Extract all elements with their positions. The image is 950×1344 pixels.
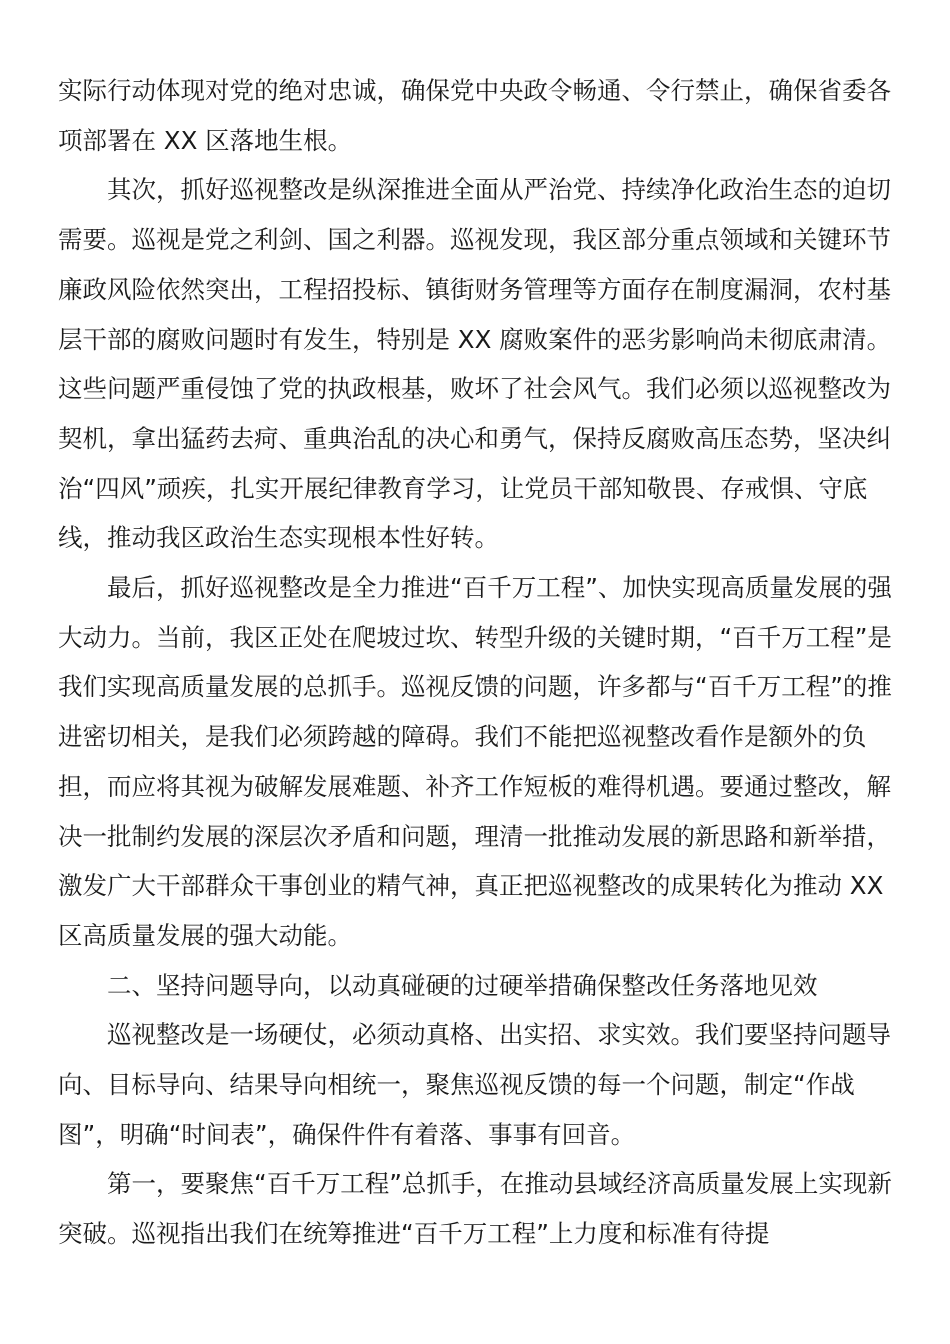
paragraph-continuation: 实际行动体现对党的绝对忠诚，确保党中央政令畅通、令行禁止，确保省委各项部署在 XX 区落地生根。 [58, 76, 891, 155]
paragraph-first-measure: 第一，要聚焦“百千万工程”总抓手，在推动县域经济高质量发展上实现新突破。巡视指出我们在统筹推进“百千万工程”上力度和标准有待提 [58, 1169, 892, 1249]
paragraph-final-reason: 最后，抓好巡视整改是全力推进“百千万工程”、加快实现高质量发展的强大动力。当前，我区正处在爬坡过坎、转型升级的关键时期，“百千万工程”是我们实现高质量发展的总抓手。巡视反馈的问题，许多都与“百千万工程”的推进密切相关，是我们必须跨越的障碍。我们不能把巡视整改看作是额外的负担，而应将其视为破解发展难题、补齐工作短板的难得机遇。要通过整改，解决一批制约发展的深层次矛盾和问题，理清一批推动发展的新思路和新举措，激发广大干部群众干事创业的精气神，真正把巡视整改的成果转化为推动 XX 区高质量发展的强大动能。 [58, 573, 892, 950]
paragraph-second-reason: 其次，抓好巡视整改是纵深推进全面从严治党、持续净化政治生态的迫切需要。巡视是党之利剑、国之利器。巡视发现，我区部分重点领域和关键环节廉政风险依然突出，工程招投标、镇街财务管理等方面存在制度漏洞，农村基层干部的腐败问题时有发生，特别是 XX 腐败案件的恶劣影响尚未彻底肃清。这些问题严重侵蚀了党的执政根基，败坏了社会风气。我们必须以巡视整改为契机，拿出猛药去疴、重典治乱的决心和勇气，保持反腐败高压态势，坚决纠治“四风”顽疾，扎实开展纪律教育学习，让党员干部知敬畏、存戒惧、守底线，推动我区政治生态实现根本性好转。 [58, 175, 892, 553]
section-heading: 二、坚持问题导向，以动真碰硬的过硬举措确保整改任务落地见效 [107, 970, 818, 1000]
document-page [58, 66, 894, 1259]
paragraph-section-intro: 巡视整改是一场硬仗，必须动真格、出实招、求实效。我们要坚持问题导向、目标导向、结果导向相统一，聚焦巡视反馈的每一个问题，制定“作战图”，明确“时间表”，确保件件有着落、事事有回音。 [58, 1020, 891, 1149]
